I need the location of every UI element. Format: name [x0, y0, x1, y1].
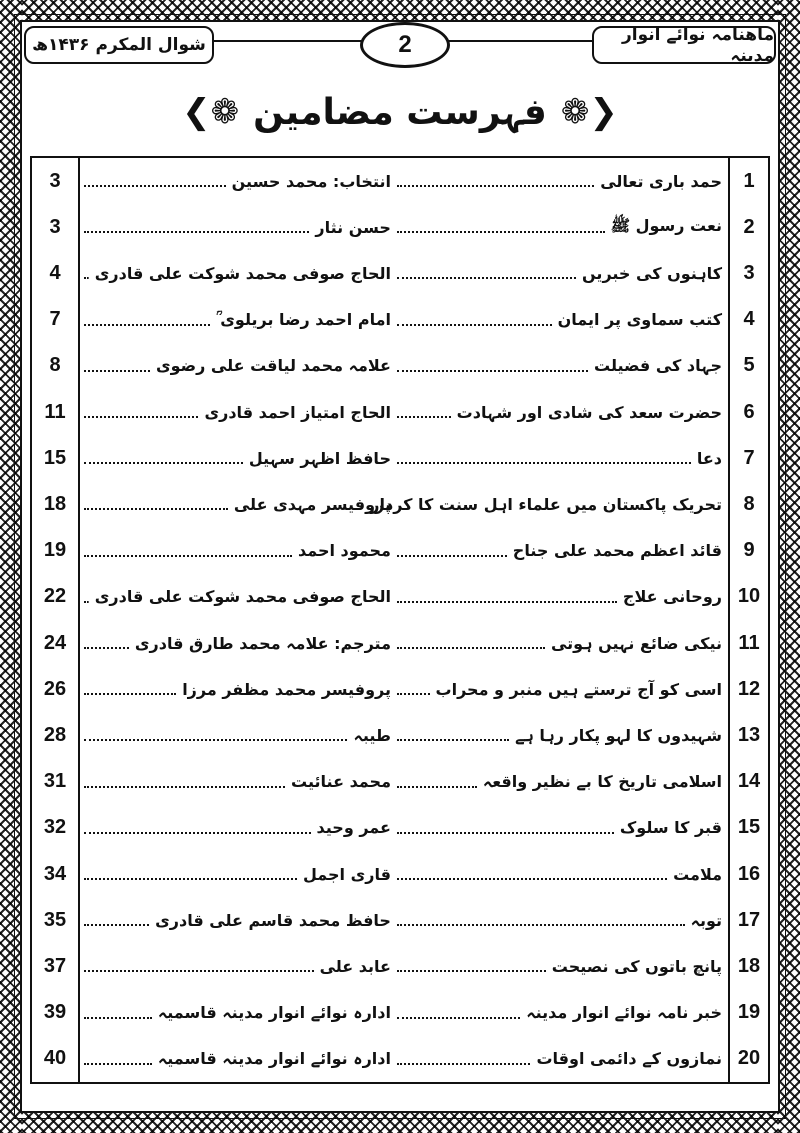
dot-leader	[84, 924, 149, 926]
dot-leader	[84, 555, 292, 557]
row-page-number: 15	[43, 446, 67, 469]
article-author: پروفیسر مہدی علی	[233, 494, 391, 514]
article-author: انتخاب: محمد حسین	[231, 171, 391, 191]
row-page-number: 18	[43, 492, 67, 515]
row-number: 12	[737, 677, 761, 700]
row-content	[78, 343, 730, 389]
article-title: نعت رسول ﷺ	[610, 215, 722, 235]
ornament-left-icon: ❮❁	[182, 92, 240, 132]
row-number: 11	[738, 631, 760, 654]
toc-row	[32, 435, 768, 481]
row-page-number: 8	[49, 354, 61, 377]
magazine-name: ماھنامہ نوائے انوار مدینہ	[592, 26, 776, 64]
row-content	[78, 297, 730, 343]
toc-row	[32, 574, 768, 620]
row-page-number: 35	[43, 908, 67, 931]
article-title: اسی کو آج ترستے ہیں منبر و محراب	[435, 679, 722, 699]
dot-leader	[84, 693, 176, 695]
page-title: فہرست مضامین	[253, 91, 547, 133]
dot-leader	[84, 508, 228, 510]
dot-leader	[397, 693, 430, 695]
dot-leader	[84, 970, 314, 972]
title-block	[0, 82, 800, 142]
row-number: 3	[743, 261, 755, 284]
row-page-number: 28	[43, 723, 67, 746]
toc-row	[32, 897, 768, 943]
ornament-right-icon: ❁❯	[560, 92, 618, 132]
dot-leader	[84, 786, 285, 788]
article-title: نمازوں کے دائمی اوقات	[536, 1049, 722, 1069]
article-title: کاہنوں کی خبریں	[582, 263, 722, 283]
contents-table	[30, 156, 770, 1084]
row-number: 10	[737, 585, 761, 608]
row-page-number: 19	[43, 539, 67, 562]
row-content	[78, 158, 730, 204]
dot-leader	[84, 1017, 152, 1019]
article-author: الحاج صوفی محمد شوکت علی قادری	[94, 263, 391, 283]
page-header	[22, 22, 778, 64]
row-content	[78, 250, 730, 296]
dot-leader	[397, 370, 588, 372]
dot-leader	[84, 231, 309, 233]
row-content	[78, 990, 730, 1036]
article-author: حسن نثار	[315, 217, 391, 237]
article-author: محمد عنائیت	[291, 772, 391, 792]
row-number: 14	[737, 770, 761, 793]
dot-leader	[84, 878, 297, 880]
row-number: 16	[737, 862, 761, 885]
toc-row	[32, 343, 768, 389]
dot-leader	[397, 416, 451, 418]
row-content	[78, 759, 730, 805]
toc-row	[32, 805, 768, 851]
row-page-number: 37	[43, 954, 67, 977]
dot-leader	[397, 185, 594, 187]
row-number: 19	[737, 1001, 761, 1024]
row-content	[78, 528, 730, 574]
dot-leader	[84, 185, 226, 187]
toc-row	[32, 481, 768, 527]
row-page-number: 3	[49, 169, 61, 192]
article-title: نیکی ضائع نہیں ہوتی	[550, 633, 722, 653]
dot-leader	[397, 878, 667, 880]
row-content	[78, 620, 730, 666]
article-author: حافظ اظہر سہیل	[248, 448, 391, 468]
article-title: قبر کا سلوک	[619, 818, 722, 838]
row-page-number: 31	[43, 770, 67, 793]
row-page-number: 3	[49, 215, 61, 238]
dot-leader	[84, 601, 89, 603]
dot-leader	[397, 647, 545, 649]
page-number: 2	[360, 22, 450, 68]
row-content	[78, 204, 730, 250]
row-content	[78, 897, 730, 943]
toc-row	[32, 389, 768, 435]
row-content	[78, 1036, 730, 1082]
dot-leader	[397, 924, 685, 926]
row-number: 17	[737, 908, 761, 931]
article-author: علامہ محمد لیاقت علی رضوی	[155, 356, 391, 376]
dot-leader	[84, 647, 129, 649]
row-content	[78, 435, 730, 481]
article-title: کتب سماوی پر ایمان	[557, 310, 722, 330]
row-number: 5	[743, 354, 755, 377]
dot-leader	[397, 555, 507, 557]
article-title: حمد باری تعالی	[600, 171, 722, 191]
article-author: عمر وحید	[316, 818, 391, 838]
article-author: ادارہ نوائے انوار مدینہ قاسمیہ	[157, 1049, 391, 1069]
article-author: طیبہ	[353, 725, 391, 745]
toc-row	[32, 297, 768, 343]
row-page-number: 4	[49, 261, 61, 284]
row-content	[78, 574, 730, 620]
dot-leader	[84, 832, 311, 834]
article-author: حافظ محمد قاسم علی قادری	[155, 910, 391, 930]
row-page-number: 39	[43, 1001, 67, 1024]
dot-leader	[397, 1063, 530, 1065]
toc-row	[32, 943, 768, 989]
row-number: 18	[737, 954, 761, 977]
row-number: 15	[737, 816, 761, 839]
row-content	[78, 851, 730, 897]
toc-row	[32, 851, 768, 897]
toc-row	[32, 666, 768, 712]
row-content	[78, 712, 730, 758]
article-title: حضرت سعد کی شادی اور شہادت	[456, 402, 722, 422]
dot-leader	[84, 277, 89, 279]
dot-leader	[84, 416, 198, 418]
article-author: الحاج امتیاز احمد قادری	[204, 402, 391, 422]
article-title: قائد اعظم محمد علی جناح	[512, 541, 722, 561]
dot-leader	[397, 462, 691, 464]
toc-row	[32, 759, 768, 805]
article-title: اسلامی تاریخ کا بے نظیر واقعہ	[482, 772, 722, 792]
dot-leader	[397, 231, 605, 233]
toc-row	[32, 158, 768, 204]
article-title: پانچ باتوں کی نصیحت	[551, 956, 722, 976]
row-content	[78, 481, 730, 527]
row-content	[78, 666, 730, 712]
row-number: 20	[737, 1047, 761, 1070]
article-title: دعا	[696, 448, 722, 468]
dot-leader	[397, 324, 552, 326]
row-page-number: 40	[43, 1047, 67, 1070]
article-title: ملامت	[673, 864, 722, 884]
row-content	[78, 943, 730, 989]
toc-row	[32, 990, 768, 1036]
article-author: مترجم: علامہ محمد طارق قادری	[134, 633, 391, 653]
dot-leader	[84, 324, 210, 326]
article-title: شہیدوں کا لہو پکار رہا ہے	[515, 725, 722, 745]
row-number: 9	[743, 539, 755, 562]
article-author: امام احمد رضا بریلوی ؒ	[216, 309, 391, 329]
dot-leader	[397, 277, 576, 279]
row-page-number: 32	[43, 816, 67, 839]
dot-leader	[397, 1017, 520, 1019]
row-page-number: 24	[43, 631, 67, 654]
toc-row	[32, 250, 768, 296]
dot-leader	[397, 601, 617, 603]
article-title: جہاد کی فضیلت	[594, 356, 722, 376]
row-page-number: 11	[44, 400, 66, 423]
row-number: 4	[743, 308, 755, 331]
toc-row	[32, 1036, 768, 1082]
row-page-number: 22	[43, 585, 67, 608]
dot-leader	[397, 970, 546, 972]
article-title: روحانی علاج	[622, 587, 722, 607]
issue-date: شوال المکرم ۱۴۳۶ھ	[24, 26, 214, 64]
article-title: خبر نامہ نوائے انوار مدینہ	[526, 1003, 722, 1023]
row-content	[78, 389, 730, 435]
dot-leader	[84, 739, 347, 741]
article-title: تحریک پاکستان میں علماء اہل سنت کا کردار	[370, 494, 722, 514]
article-author: محمود احمد	[298, 541, 391, 561]
toc-row	[32, 528, 768, 574]
article-title: توبہ	[690, 910, 722, 930]
toc-row	[32, 620, 768, 666]
row-number: 8	[743, 492, 755, 515]
dot-leader	[84, 1063, 152, 1065]
row-number: 7	[743, 446, 755, 469]
row-number: 13	[737, 723, 761, 746]
article-author: عابد علی	[319, 956, 391, 976]
row-page-number: 7	[49, 308, 61, 331]
row-page-number: 26	[43, 677, 67, 700]
row-number: 6	[743, 400, 755, 423]
toc-row	[32, 204, 768, 250]
dot-leader	[397, 739, 509, 741]
dot-leader	[84, 370, 150, 372]
article-author: الحاج صوفی محمد شوکت علی قادری	[94, 587, 391, 607]
dot-leader	[397, 786, 477, 788]
article-author: قاری اجمل	[303, 864, 391, 884]
row-page-number: 34	[43, 862, 67, 885]
toc-row	[32, 712, 768, 758]
row-content	[78, 805, 730, 851]
dot-leader	[84, 462, 243, 464]
article-author: ادارہ نوائے انوار مدینہ قاسمیہ	[157, 1003, 391, 1023]
article-author: پروفیسر محمد مظفر مرزا	[182, 679, 391, 699]
row-number: 2	[743, 215, 755, 238]
row-number: 1	[743, 169, 755, 192]
dot-leader	[397, 832, 614, 834]
